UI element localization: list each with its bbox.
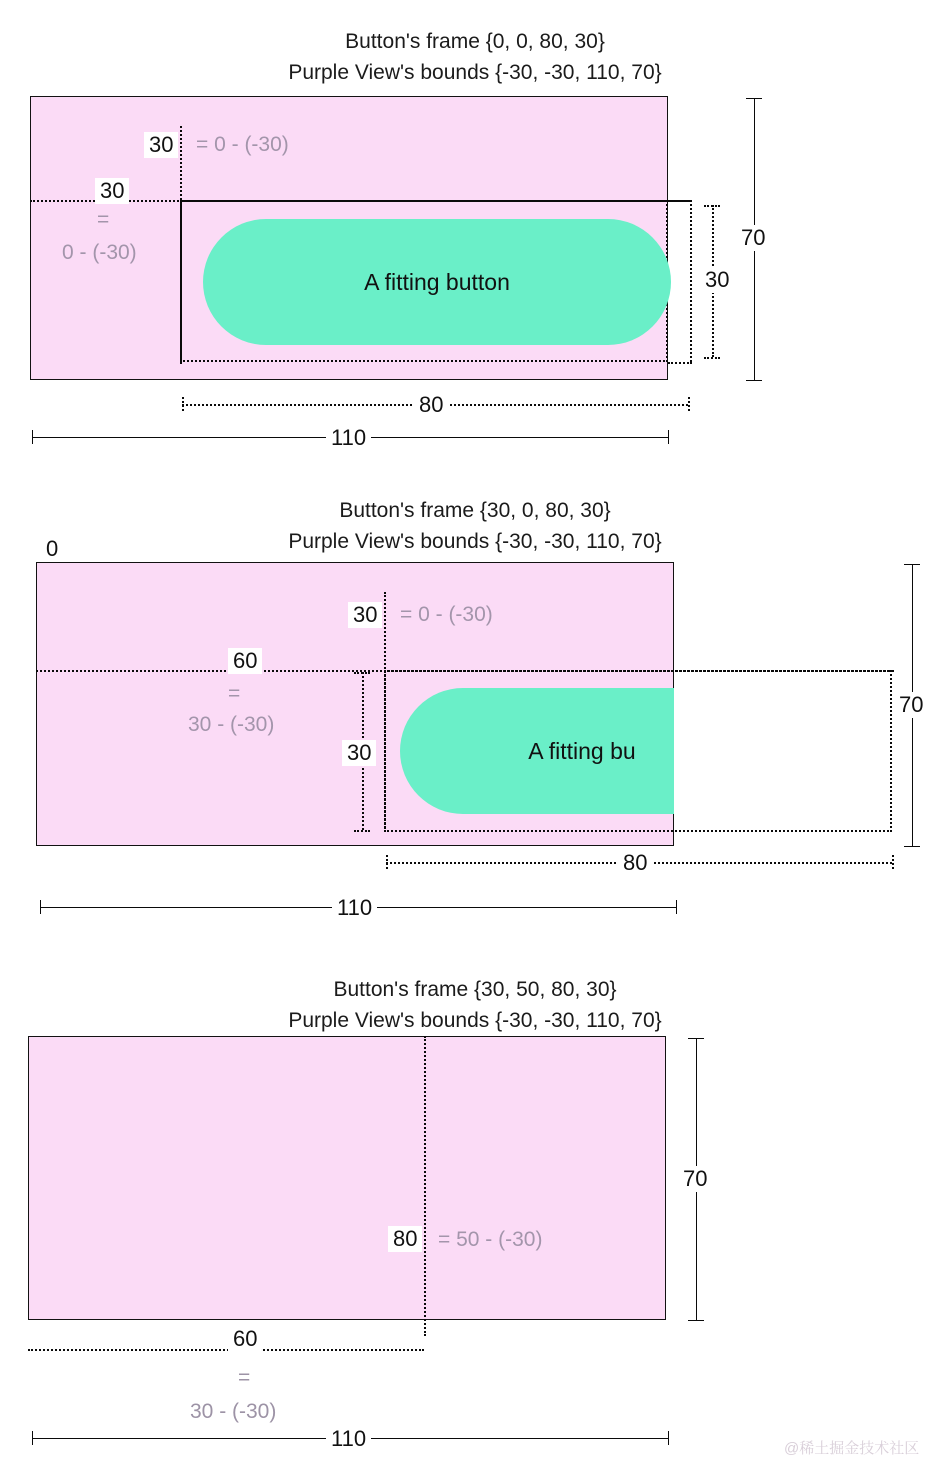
connector-1c — [690, 200, 692, 362]
expr-left-offset-1: 0 - (-30) — [62, 241, 137, 264]
measure-view-width-cap-left-1 — [32, 430, 33, 444]
expr-left-offset-eq-1: = — [97, 208, 110, 231]
button-frame-bottom-2 — [384, 830, 892, 832]
expr-left-offset-eq-3: = — [238, 1366, 251, 1389]
diagram-2 — [0, 470, 950, 940]
label-left-offset-1: 30 — [95, 178, 129, 204]
measure-view-width-cap-right-3 — [668, 1431, 669, 1445]
label-top-offset-2: 30 — [348, 602, 382, 628]
measure-view-height-cap-bottom-2 — [904, 846, 920, 847]
measure-button-width-cap-right-1 — [688, 397, 690, 411]
label-button-width-2: 80 — [618, 850, 652, 876]
measure-view-height-cap-top-1 — [746, 98, 762, 99]
label-left-offset-3: 60 — [228, 1326, 262, 1352]
measure-view-width-cap-left-2 — [40, 900, 41, 914]
measure-button-height-cap-top-2 — [354, 672, 370, 674]
measure-view-height-cap-bottom-3 — [688, 1320, 704, 1321]
label-top-offset-3: 80 — [388, 1226, 422, 1252]
purple-view-3 — [28, 1036, 666, 1320]
diagram-1-caption-line1: Button's frame {0, 0, 80, 30} — [345, 30, 605, 53]
expr-top-offset-2: = 0 - (-30) — [400, 603, 493, 626]
measure-button-height-cap-bottom-2 — [354, 830, 370, 832]
diagram-3-caption-line2: Purple View's bounds {-30, -30, 110, 70} — [288, 1009, 662, 1032]
fitting-button-1-label: A fitting button — [364, 268, 510, 295]
label-top-offset-1: 30 — [144, 132, 178, 158]
fitting-button-2[interactable] — [400, 688, 674, 814]
connector-1b — [668, 362, 692, 364]
fitting-button-2-label: A fitting bu — [528, 737, 636, 764]
diagram-3-caption-line1: Button's frame {30, 50, 80, 30} — [333, 978, 617, 1001]
label-origin-2: 0 — [46, 536, 59, 561]
guide-vertical-3 — [424, 1036, 426, 1336]
label-view-height-3: 70 — [678, 1166, 712, 1192]
label-button-height-1: 30 — [700, 267, 734, 293]
expr-left-offset-2: 30 - (-30) — [188, 713, 275, 736]
label-view-width-3: 110 — [326, 1426, 371, 1452]
button-frame-left-2 — [384, 670, 386, 832]
diagram-1 — [0, 0, 950, 470]
measure-button-width-cap-left-2 — [386, 855, 388, 869]
diagram-2-caption-line2: Purple View's bounds {-30, -30, 110, 70} — [288, 530, 662, 553]
measure-left-offset-3 — [28, 1349, 424, 1351]
diagram-1-caption-line2: Purple View's bounds {-30, -30, 110, 70} — [288, 61, 662, 84]
measure-button-height-cap-top-1 — [704, 205, 720, 207]
expr-top-offset-3: = 50 - (-30) — [438, 1228, 543, 1251]
watermark: @稀土掘金技术社区 — [784, 1440, 920, 1457]
diagram-3 — [0, 948, 950, 1476]
fitting-button-1[interactable] — [203, 219, 671, 345]
measure-view-width-cap-right-1 — [668, 430, 669, 444]
label-button-height-2: 30 — [342, 740, 376, 766]
measure-button-width-cap-left-1 — [182, 397, 184, 411]
connector-1a — [668, 200, 692, 202]
diagram-2-caption-line1: Button's frame {30, 0, 80, 30} — [339, 499, 611, 522]
measure-view-width-cap-left-3 — [32, 1431, 33, 1445]
label-view-height-2: 70 — [894, 692, 928, 718]
label-button-width-1: 80 — [414, 392, 448, 418]
label-left-offset-2: 60 — [228, 648, 262, 674]
measure-view-height-cap-bottom-1 — [746, 380, 762, 381]
measure-button-height-cap-bottom-1 — [704, 357, 720, 359]
label-view-width-1: 110 — [326, 425, 371, 451]
measure-view-height-cap-top-2 — [904, 564, 920, 565]
label-view-width-2: 110 — [332, 895, 377, 921]
measure-button-width-cap-right-2 — [892, 855, 894, 869]
measure-view-height-cap-top-3 — [688, 1038, 704, 1039]
measure-view-width-cap-right-2 — [676, 900, 677, 914]
label-view-height-1: 70 — [736, 225, 770, 251]
expr-left-offset-3: 30 - (-30) — [190, 1400, 277, 1423]
button-frame-top-2 — [384, 670, 892, 672]
expr-top-offset-1: = 0 - (-30) — [196, 133, 289, 156]
expr-left-offset-eq-2: = — [228, 682, 241, 705]
